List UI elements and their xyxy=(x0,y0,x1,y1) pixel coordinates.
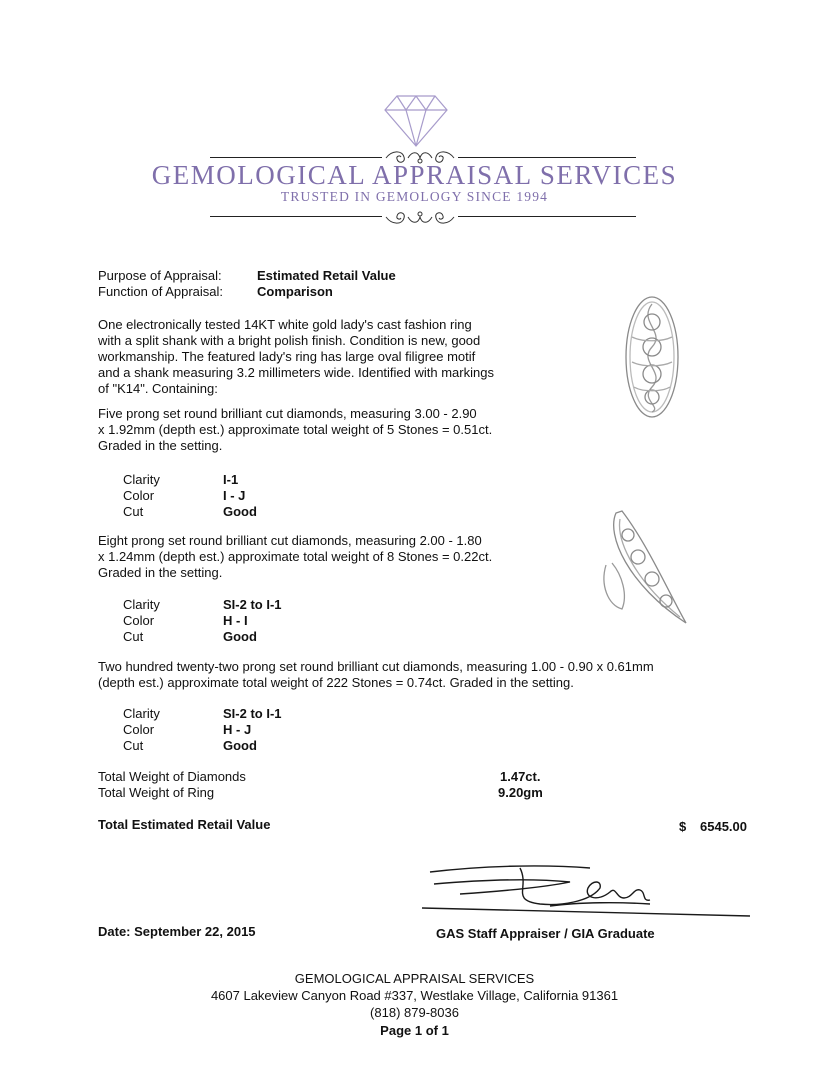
spec-value: I - J xyxy=(223,488,246,503)
purpose-value: Estimated Retail Value xyxy=(257,268,396,283)
spec-value: H - I xyxy=(223,613,248,628)
letterhead-top-rule-right xyxy=(458,157,636,158)
diamond-outline-icon xyxy=(383,92,449,148)
description-line: of "K14". Containing: xyxy=(98,381,218,396)
spec-label: Cut xyxy=(123,504,144,519)
spec-label: Clarity xyxy=(123,597,160,612)
spec-value: Good xyxy=(223,629,257,644)
appraisal-date: Date: September 22, 2015 xyxy=(98,924,256,939)
spec-label: Cut xyxy=(123,738,144,753)
total-diamonds-label: Total Weight of Diamonds xyxy=(98,769,246,784)
company-name: GEMOLOGICAL APPRAISAL SERVICES xyxy=(151,160,678,190)
stone-line: Graded in the setting. xyxy=(98,438,223,453)
spec-value: H - J xyxy=(223,722,252,737)
appraiser-signature xyxy=(420,858,755,920)
description-line: One electronically tested 14KT white gold lady's cast fashion ring xyxy=(98,317,472,332)
footer-phone: (818) 879-8036 xyxy=(370,1005,459,1020)
total-retail-label: Total Estimated Retail Value xyxy=(98,817,271,832)
stone-group-3-description xyxy=(98,659,718,691)
stone-group-1-description xyxy=(98,406,528,454)
footer-company: GEMOLOGICAL APPRAISAL SERVICES xyxy=(294,971,535,986)
total-ring-value: 9.20gm xyxy=(498,785,543,800)
stone-line: Five prong set round brilliant cut diamonds, measuring 3.00 - 2.90 xyxy=(98,406,477,421)
function-label: Function of Appraisal: xyxy=(98,284,224,299)
stone-line: x 1.24mm (depth est.) approximate total weight of 8 Stones = 0.22ct. xyxy=(98,549,493,564)
spec-row-color xyxy=(123,613,248,629)
stone-line: Graded in the setting. xyxy=(98,565,223,580)
spec-label: Clarity xyxy=(123,706,160,721)
stone-group-2-description xyxy=(98,533,528,581)
ring-photo-top xyxy=(618,292,686,422)
total-retail-value: 6545.00 xyxy=(700,819,747,834)
letterhead-bottom-rule-right xyxy=(458,216,636,217)
spec-row-clarity xyxy=(123,706,282,722)
spec-row-cut xyxy=(123,629,257,645)
scroll-ornament-icon xyxy=(382,206,458,228)
spec-value: SI-2 to I-1 xyxy=(223,597,282,612)
spec-value: Good xyxy=(223,738,257,753)
stone-line: Eight prong set round brilliant cut diamonds, measuring 2.00 - 1.80 xyxy=(98,533,482,548)
currency-symbol: $ xyxy=(679,819,687,834)
total-diamonds-value: 1.47ct. xyxy=(500,769,541,784)
spec-value: SI-2 to I-1 xyxy=(223,706,282,721)
spec-row-clarity xyxy=(123,597,282,613)
spec-label: Color xyxy=(123,488,155,503)
company-tagline: TRUSTED IN GEMOLOGY SINCE 1994 xyxy=(280,189,549,204)
spec-row-color xyxy=(123,722,251,738)
stone-line: (depth est.) approximate total weight of 222 Stones = 0.74ct. Graded in the setting. xyxy=(98,675,574,690)
stone-line: x 1.92mm (depth est.) approximate total weight of 5 Stones = 0.51ct. xyxy=(98,422,493,437)
stone-line: Two hundred twenty-two prong set round brilliant cut diamonds, measuring 1.00 - 0.90 x 0.61mm xyxy=(98,659,654,674)
spec-value: I-1 xyxy=(223,472,239,487)
appraiser-title: GAS Staff Appraiser / GIA Graduate xyxy=(436,926,655,941)
spec-label: Clarity xyxy=(123,472,160,487)
footer-address: 4607 Lakeview Canyon Road #337, Westlake Village, California 91361 xyxy=(210,988,619,1003)
description-line: workmanship. The featured lady's ring has large oval filigree motif xyxy=(98,349,476,364)
spec-row-cut xyxy=(123,504,257,520)
spec-row-cut xyxy=(123,738,257,754)
letterhead-top-rule-left xyxy=(210,157,382,158)
description-line: and a shank measuring 3.2 millimeters wide. Identified with markings xyxy=(98,365,494,380)
spec-label: Color xyxy=(123,722,155,737)
total-ring-label: Total Weight of Ring xyxy=(98,785,215,800)
spec-label: Cut xyxy=(123,629,144,644)
spec-row-clarity xyxy=(123,472,238,488)
function-value: Comparison xyxy=(257,284,333,299)
spec-value: Good xyxy=(223,504,257,519)
spec-label: Color xyxy=(123,613,155,628)
ring-description xyxy=(98,317,528,397)
description-line: with a split shank with a bright polish finish. Condition is new, good xyxy=(98,333,481,348)
spec-row-color xyxy=(123,488,245,504)
letterhead-bottom-rule-left xyxy=(210,216,382,217)
ring-photo-side xyxy=(598,505,698,627)
purpose-label: Purpose of Appraisal: xyxy=(98,268,222,283)
page-number: Page 1 of 1 xyxy=(380,1023,449,1038)
